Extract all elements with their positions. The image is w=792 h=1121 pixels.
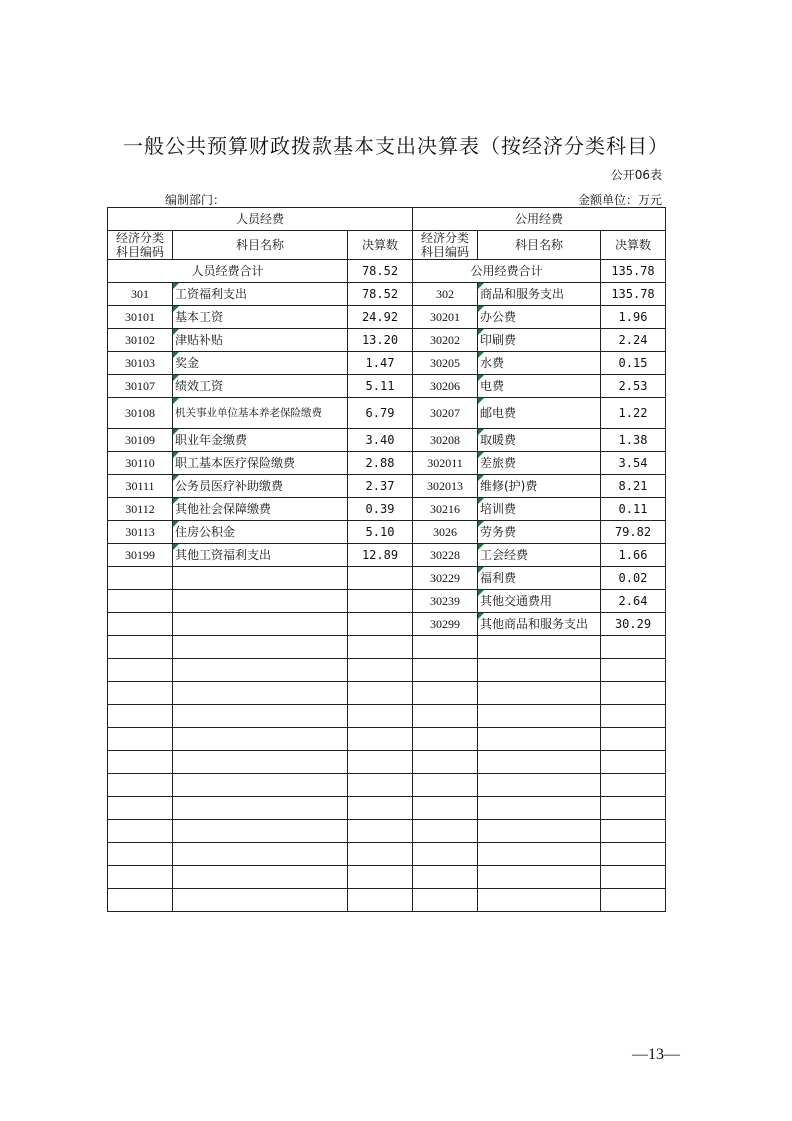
left-name: 津贴补贴 [173, 329, 348, 352]
personnel-total-label: 人员经费合计 [108, 260, 348, 283]
empty-cell [348, 705, 413, 728]
right-code: 30239 [413, 590, 478, 613]
left-code: 30103 [108, 352, 173, 375]
right-code: 302 [413, 283, 478, 306]
empty-cell [601, 797, 666, 820]
right-amount: 0.15 [601, 352, 666, 375]
empty-cell [348, 843, 413, 866]
right-code: 302011 [413, 452, 478, 475]
right-code: 30201 [413, 306, 478, 329]
empty-cell [173, 820, 348, 843]
left-name: 工资福利支出 [173, 283, 348, 306]
personnel-header: 人员经费 [108, 208, 413, 231]
empty-cell [601, 751, 666, 774]
empty-cell [601, 820, 666, 843]
table-row [108, 398, 666, 429]
empty-cell [413, 843, 478, 866]
right-code: 30208 [413, 429, 478, 452]
empty-cell [478, 636, 601, 659]
public-header: 公用经费 [413, 208, 666, 231]
right-amount: 2.24 [601, 329, 666, 352]
right-name: 培训费 [478, 498, 601, 521]
right-code: 3026 [413, 521, 478, 544]
empty-cell [348, 774, 413, 797]
empty-cell [478, 843, 601, 866]
right-name: 差旅费 [478, 452, 601, 475]
empty-cell [173, 797, 348, 820]
empty-cell [478, 866, 601, 889]
empty-cell [348, 682, 413, 705]
right-code: 30228 [413, 544, 478, 567]
table-row [108, 613, 666, 636]
empty-row [108, 682, 666, 705]
left-amount: 1.47 [348, 352, 413, 375]
empty-cell [478, 820, 601, 843]
right-name: 办公费 [478, 306, 601, 329]
empty-cell [173, 659, 348, 682]
empty-cell [108, 843, 173, 866]
right-amount: 79.82 [601, 521, 666, 544]
left-code: 301 [108, 283, 173, 306]
left-name: 奖金 [173, 352, 348, 375]
left-name: 绩效工资 [173, 375, 348, 398]
empty-cell [173, 866, 348, 889]
table-row [108, 452, 666, 475]
empty-cell [348, 889, 413, 912]
left-amount: 5.11 [348, 375, 413, 398]
empty-cell [108, 751, 173, 774]
right-code: 30229 [413, 567, 478, 590]
empty-row [108, 797, 666, 820]
empty-cell [173, 843, 348, 866]
left-amount: 24.92 [348, 306, 413, 329]
left-name [173, 590, 348, 613]
page-number: —13— [632, 1046, 680, 1063]
empty-cell [601, 774, 666, 797]
right-name: 劳务费 [478, 521, 601, 544]
left-code: 30199 [108, 544, 173, 567]
left-amount: 5.10 [348, 521, 413, 544]
empty-cell [348, 866, 413, 889]
empty-cell [601, 843, 666, 866]
right-amount: 1.22 [601, 398, 666, 429]
empty-cell [173, 889, 348, 912]
left-amount: 12.89 [348, 544, 413, 567]
right-amount: 0.11 [601, 498, 666, 521]
left-code: 30111 [108, 475, 173, 498]
empty-cell [348, 636, 413, 659]
right-name: 工会经费 [478, 544, 601, 567]
empty-cell [601, 866, 666, 889]
right-name: 福利费 [478, 567, 601, 590]
left-name: 其他工资福利支出 [173, 544, 348, 567]
right-name: 商品和服务支出 [478, 283, 601, 306]
empty-cell [413, 751, 478, 774]
empty-row [108, 843, 666, 866]
empty-cell [348, 659, 413, 682]
empty-cell [108, 682, 173, 705]
left-code: 30110 [108, 452, 173, 475]
left-amount: 13.20 [348, 329, 413, 352]
public-total-label: 公用经费合计 [413, 260, 601, 283]
empty-cell [413, 659, 478, 682]
empty-cell [413, 682, 478, 705]
right-amount: 135.78 [601, 283, 666, 306]
public-total-value: 135.78 [601, 260, 666, 283]
expenditure-table [107, 207, 666, 912]
form-code: 公开06表 [610, 168, 662, 182]
empty-cell [108, 728, 173, 751]
left-name: 职工基本医疗保险缴费 [173, 452, 348, 475]
dept-label: 编制部门： [165, 193, 226, 207]
empty-cell [478, 774, 601, 797]
left-name: 住房公积金 [173, 521, 348, 544]
left-name: 基本工资 [173, 306, 348, 329]
empty-cell [348, 751, 413, 774]
empty-cell [413, 774, 478, 797]
empty-cell [601, 728, 666, 751]
left-name: 公务员医疗补助缴费 [173, 475, 348, 498]
right-code: 30299 [413, 613, 478, 636]
right-code: 30207 [413, 398, 478, 429]
empty-cell [601, 682, 666, 705]
empty-cell [478, 797, 601, 820]
left-amount: 2.88 [348, 452, 413, 475]
empty-cell [601, 659, 666, 682]
empty-row [108, 751, 666, 774]
empty-row [108, 636, 666, 659]
left-code [108, 613, 173, 636]
empty-row [108, 705, 666, 728]
empty-cell [173, 705, 348, 728]
empty-row [108, 728, 666, 751]
table-row [108, 498, 666, 521]
left-code: 30113 [108, 521, 173, 544]
empty-row [108, 866, 666, 889]
left-name [173, 567, 348, 590]
empty-cell [173, 728, 348, 751]
empty-cell [413, 889, 478, 912]
empty-cell [413, 797, 478, 820]
empty-cell [478, 728, 601, 751]
col-amount-header-right: 决算数 [601, 231, 666, 260]
right-code: 30206 [413, 375, 478, 398]
empty-cell [173, 774, 348, 797]
right-code: 30216 [413, 498, 478, 521]
left-code: 30107 [108, 375, 173, 398]
left-amount [348, 567, 413, 590]
left-code: 30112 [108, 498, 173, 521]
empty-cell [413, 636, 478, 659]
right-name: 电费 [478, 375, 601, 398]
right-name: 印刷费 [478, 329, 601, 352]
section-header-row [108, 208, 666, 231]
col-name-header-right: 科目名称 [478, 231, 601, 260]
left-name: 职业年金缴费 [173, 429, 348, 452]
col-code-header-left: 经济分类 科目编码 [108, 231, 173, 260]
table-row [108, 590, 666, 613]
empty-cell [108, 889, 173, 912]
left-amount [348, 590, 413, 613]
col-name-header-left: 科目名称 [173, 231, 348, 260]
empty-cell [108, 659, 173, 682]
right-name: 维修(护)费 [478, 475, 601, 498]
empty-cell [601, 705, 666, 728]
table-row [108, 429, 666, 452]
empty-cell [478, 682, 601, 705]
personnel-total-value: 78.52 [348, 260, 413, 283]
empty-cell [108, 797, 173, 820]
right-code: 302013 [413, 475, 478, 498]
table-row [108, 306, 666, 329]
table-row [108, 329, 666, 352]
table-row [108, 375, 666, 398]
empty-cell [413, 820, 478, 843]
empty-cell [348, 820, 413, 843]
empty-cell [108, 774, 173, 797]
left-code: 30102 [108, 329, 173, 352]
empty-cell [108, 820, 173, 843]
empty-row [108, 820, 666, 843]
right-amount: 1.38 [601, 429, 666, 452]
left-name: 机关事业单位基本养老保险缴费 [173, 398, 348, 429]
unit-label: 金额单位：万元 [577, 193, 662, 207]
column-header-row [108, 231, 666, 260]
empty-cell [478, 889, 601, 912]
table-row [108, 352, 666, 375]
empty-cell [478, 751, 601, 774]
empty-cell [173, 636, 348, 659]
empty-cell [173, 682, 348, 705]
left-amount: 3.40 [348, 429, 413, 452]
table-row [108, 544, 666, 567]
empty-cell [478, 659, 601, 682]
empty-cell [601, 636, 666, 659]
page-title: 一般公共预算财政拨款基本支出决算表（按经济分类科目） [123, 134, 669, 158]
right-name: 取暖费 [478, 429, 601, 452]
empty-row [108, 659, 666, 682]
right-amount: 1.96 [601, 306, 666, 329]
left-name: 其他社会保障缴费 [173, 498, 348, 521]
empty-cell [413, 705, 478, 728]
left-code [108, 590, 173, 613]
right-code: 30205 [413, 352, 478, 375]
right-name: 其他商品和服务支出 [478, 613, 601, 636]
empty-cell [173, 751, 348, 774]
left-amount: 2.37 [348, 475, 413, 498]
left-name [173, 613, 348, 636]
right-name: 其他交通费用 [478, 590, 601, 613]
col-amount-header-left: 决算数 [348, 231, 413, 260]
right-amount: 1.66 [601, 544, 666, 567]
table-row [108, 475, 666, 498]
right-name: 水费 [478, 352, 601, 375]
right-name: 邮电费 [478, 398, 601, 429]
left-amount [348, 613, 413, 636]
right-amount: 30.29 [601, 613, 666, 636]
right-amount: 2.64 [601, 590, 666, 613]
left-amount: 0.39 [348, 498, 413, 521]
table-row [108, 521, 666, 544]
left-amount: 6.79 [348, 398, 413, 429]
col-code-header-right: 经济分类 科目编码 [413, 231, 478, 260]
left-code: 30109 [108, 429, 173, 452]
empty-cell [348, 728, 413, 751]
empty-row [108, 774, 666, 797]
empty-cell [413, 866, 478, 889]
empty-row [108, 889, 666, 912]
empty-cell [348, 797, 413, 820]
right-amount: 2.53 [601, 375, 666, 398]
right-amount: 8.21 [601, 475, 666, 498]
total-row [108, 260, 666, 283]
left-code: 30108 [108, 398, 173, 429]
right-amount: 0.02 [601, 567, 666, 590]
left-code [108, 567, 173, 590]
empty-cell [413, 728, 478, 751]
empty-cell [108, 866, 173, 889]
right-code: 30202 [413, 329, 478, 352]
empty-cell [478, 705, 601, 728]
left-amount: 78.52 [348, 283, 413, 306]
empty-cell [601, 889, 666, 912]
table-row [108, 283, 666, 306]
right-amount: 3.54 [601, 452, 666, 475]
left-code: 30101 [108, 306, 173, 329]
table-row [108, 567, 666, 590]
empty-cell [108, 636, 173, 659]
empty-cell [108, 705, 173, 728]
